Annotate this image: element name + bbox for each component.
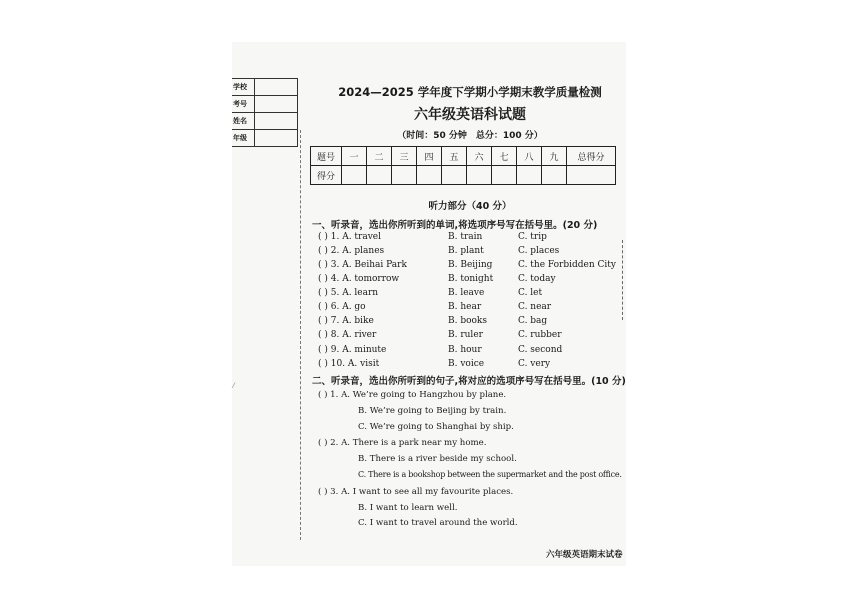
q1-option-c: C. let [518, 288, 543, 298]
score-cell: 八 [517, 147, 542, 166]
q1-option-b: B. Beijing [448, 260, 493, 270]
binding-field-school [255, 79, 298, 96]
q1-option-c: C. very [518, 359, 551, 369]
q2-3-option-a: ( ) 3. A. I want to see all my favourite places. [318, 487, 514, 497]
q1-option-b: B. plant [448, 246, 484, 256]
q2-2-option-b: B. There is a river beside my school. [358, 454, 517, 464]
q1-option-b: B. hear [448, 302, 482, 312]
q2-1-option-c: C. We’re going to Shanghai by ship. [358, 422, 514, 432]
q1-option-c: C. rubber [518, 330, 562, 340]
binding-label-school: 学校 [232, 79, 255, 96]
score-cell: 题号 [311, 147, 342, 166]
q1-option-c: C. second [518, 345, 563, 355]
score-table-score-row [311, 166, 616, 185]
scan-mark: ⁄ [233, 382, 235, 390]
score-blank [442, 166, 467, 185]
q1-option-c: C. the Forbidden City [518, 260, 616, 270]
listening-section-title: 听力部分（40 分） [428, 201, 512, 212]
binding-label-grade: 年级 [232, 130, 255, 147]
score-cell: 三 [392, 147, 417, 166]
score-blank [417, 166, 442, 185]
page-footer: 六年级英语期末试卷 [546, 550, 623, 560]
q1-option-b: B. tonight [448, 274, 494, 284]
q1-option-a: ( ) 7. A. bike [318, 316, 374, 326]
exam-subtitle: 六年级英语科试题 [414, 107, 526, 123]
q1-option-a: ( ) 9. A. minute [318, 345, 387, 355]
binding-label-exam-number: 考号 [232, 96, 255, 113]
score-blank [517, 166, 542, 185]
score-blank [567, 166, 616, 185]
score-cell: 二 [367, 147, 392, 166]
q1-option-a: ( ) 1. A. travel [318, 232, 381, 242]
score-blank [542, 166, 567, 185]
question-1-heading: 一、听录音，选出你所听到的单词,将选项序号写在括号里。(20 分) [312, 220, 598, 231]
score-cell: 七 [492, 147, 517, 166]
q1-option-b: B. train [448, 232, 483, 242]
q1-option-c: C. trip [518, 232, 547, 242]
q2-2-option-a: ( ) 2. A. There is a park near my home. [318, 438, 487, 448]
q1-option-c: C. bag [518, 316, 548, 326]
score-cell: 一 [342, 147, 367, 166]
score-table [310, 146, 616, 185]
q2-1-option-b: B. We’re going to Beijing by train. [358, 406, 507, 416]
q1-option-b: B. ruler [448, 330, 483, 340]
q1-option-c: C. places [518, 246, 560, 256]
q1-option-c: C. near [518, 302, 552, 312]
q1-option-a: ( ) 3. A. Beihai Park [318, 260, 407, 270]
score-blank [492, 166, 517, 185]
binding-label-name: 姓名 [232, 113, 255, 130]
q1-option-b: B. hour [448, 345, 482, 355]
score-cell: 四 [417, 147, 442, 166]
q2-1-option-a: ( ) 1. A. We’re going to Hangzhou by plane. [318, 390, 507, 400]
q2-3-option-c: C. I want to travel around the world. [358, 518, 518, 528]
q1-option-a: ( ) 4. A. tomorrow [318, 274, 400, 284]
q1-option-a: ( ) 5. A. learn [318, 288, 379, 298]
binding-dashed-line [300, 130, 301, 540]
q1-option-c: C. today [518, 274, 556, 284]
score-cell: 六 [467, 147, 492, 166]
q1-option-a: ( ) 2. A. planes [318, 246, 385, 256]
score-cell: 五 [442, 147, 467, 166]
q1-option-b: B. voice [448, 359, 485, 369]
binding-field-exam-number [255, 96, 298, 113]
exam-meta: （时间：50 分钟 总分：100 分） [397, 131, 543, 141]
exam-title: 2024—2025 学年度下学期小学期末教学质量检测 [338, 85, 602, 99]
score-blank [342, 166, 367, 185]
q1-option-a: ( ) 8. A. river [318, 330, 377, 340]
q1-option-b: B. books [448, 316, 488, 326]
q1-option-a: ( ) 6. A. go [318, 302, 366, 312]
score-blank [367, 166, 392, 185]
score-label: 得分 [311, 166, 342, 185]
score-blank [392, 166, 417, 185]
score-cell: 九 [542, 147, 567, 166]
q1-option-a: ( ) 10. A. visit [318, 359, 380, 369]
score-table-header-row [311, 147, 616, 166]
binding-info-box [232, 78, 298, 152]
q1-option-b: B. leave [448, 288, 485, 298]
score-blank [467, 166, 492, 185]
question-2-heading: 二、听录音，选出你所听到的句子,将对应的选项序号写在括号里。(10 分) [312, 376, 626, 387]
score-cell: 总得分 [567, 147, 616, 166]
binding-field-grade [255, 130, 298, 147]
q2-3-option-b: B. I want to learn well. [358, 503, 458, 513]
binding-field-name [255, 113, 298, 130]
q2-2-option-c: C. There is a bookshop between the supermarket and the post office. [358, 470, 622, 479]
